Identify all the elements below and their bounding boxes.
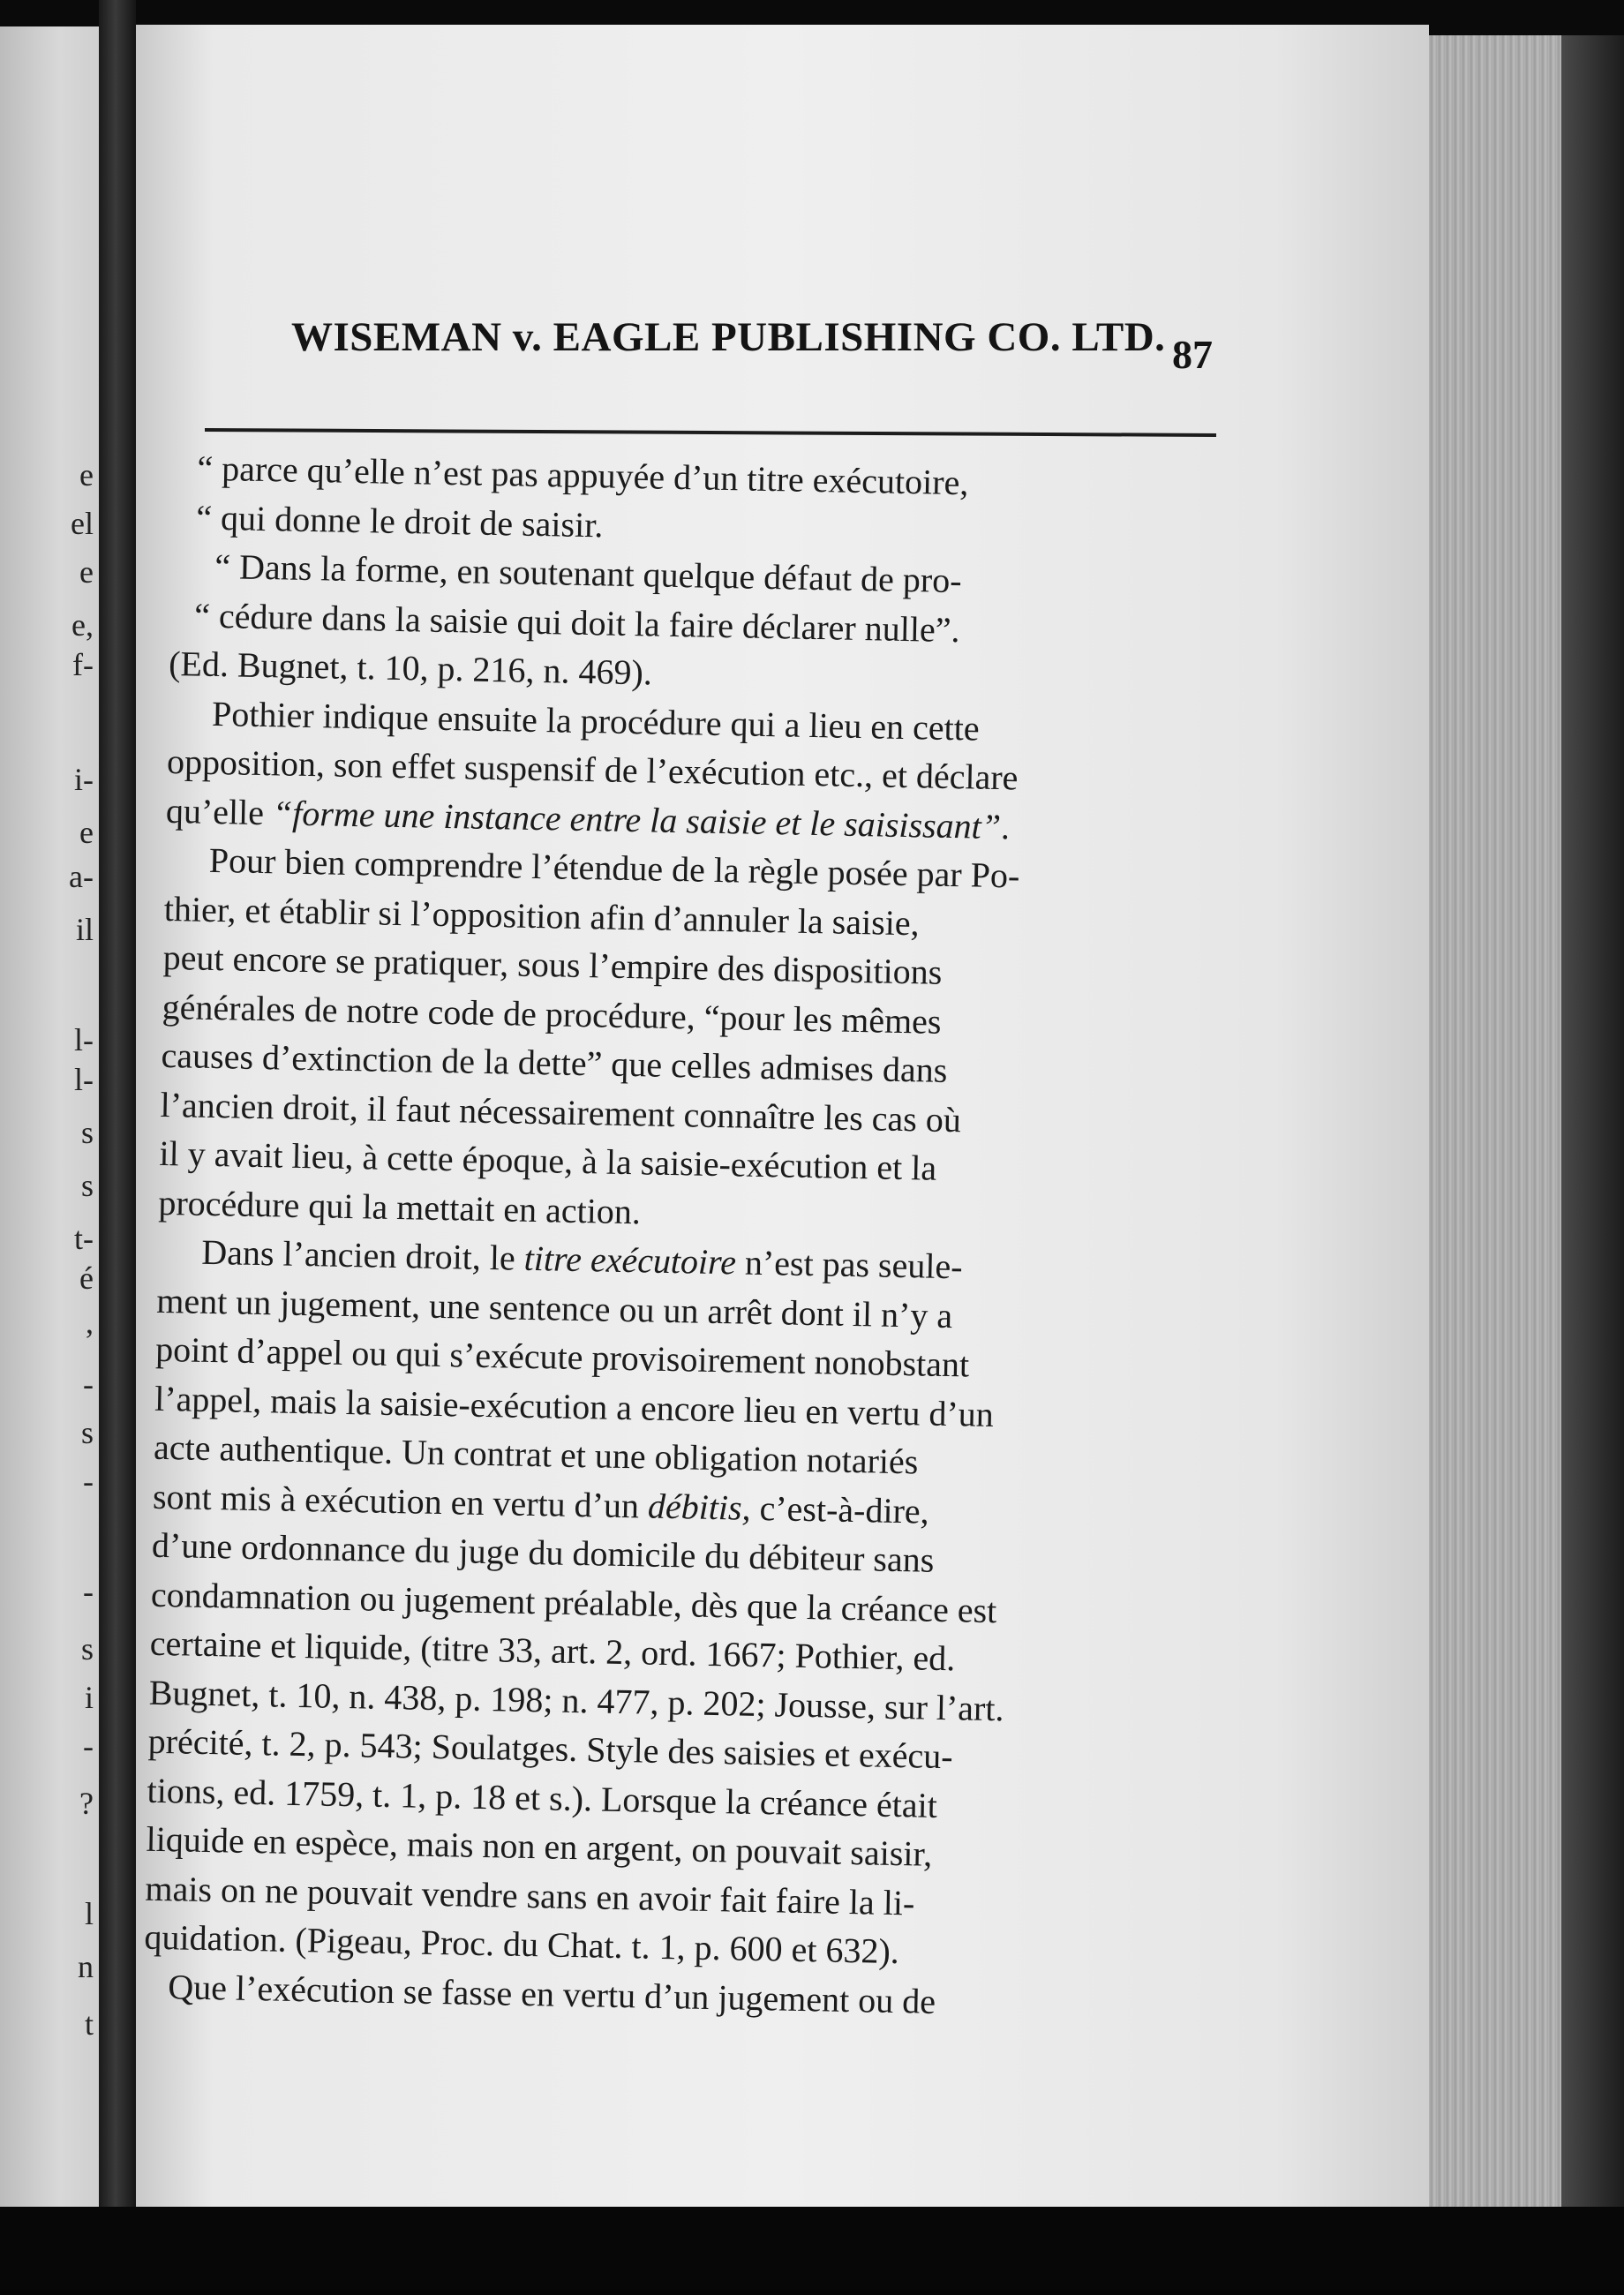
text-run: . <box>1000 806 1011 847</box>
text-line: liquide en espèce, mais non en argent, on pouvait saisir, <box>146 1818 933 1874</box>
margin-fragment: e <box>79 554 94 590</box>
margin-fragment: é <box>79 1260 94 1296</box>
text-line: Que l’exécution se fasse en vertu d’un jugement ou de <box>168 1966 936 2021</box>
text-line: point d’appel ou qui s’exécute provisoirement nonobstant <box>154 1328 970 1385</box>
text-line: causes d’extinction de la dette” que celles admises dans <box>161 1035 948 1090</box>
margin-fragment: s <box>80 1115 94 1150</box>
text-run: Dans l’ancien droit, le <box>200 1231 525 1278</box>
body-text <box>143 443 1219 2030</box>
text-line: Pour bien comprendre l’étendue de la règle posée par Po- <box>208 839 1020 896</box>
text-line: certaine et liquide, (titre 33, art. 2, ord. 1667; Pothier, ed. <box>149 1622 956 1679</box>
italic-run: titre exécutoire <box>523 1238 737 1283</box>
text-run: c’est-à-dire, <box>750 1487 930 1531</box>
text-line: opposition, son effet suspensif de l’exécution etc., et déclare <box>166 741 1019 798</box>
text-line: précité, t. 2, p. 543; Soulatges. Style des saisies et exécu- <box>147 1720 954 1777</box>
text-run: n’est pas seule- <box>735 1242 963 1287</box>
margin-fragment: , <box>86 1305 94 1340</box>
margin-fragment: l <box>84 1896 94 1931</box>
margin-fragment: l- <box>74 1062 94 1097</box>
text-line: “ parce qu’elle n’est pas appuyée d’un titre exécutoire, <box>197 448 969 503</box>
margin-fragment: - <box>83 1574 94 1609</box>
scan-border-bottom <box>0 2207 1624 2295</box>
italic-run: débitis, <box>647 1486 752 1528</box>
page-stack-edge <box>1429 35 1561 2207</box>
margin-fragment: - <box>83 1464 94 1499</box>
margin-fragment: s <box>80 1631 94 1667</box>
text-line: acte authentique. Un contrat et une obligation notariés <box>153 1426 919 1482</box>
left-page-cut-text <box>0 26 99 2207</box>
text-line: Bugnet, t. 10, n. 438, p. 198; n. 477, p. 202; Jousse, sur l’art. <box>148 1672 1004 1728</box>
margin-fragment: i <box>84 1680 94 1715</box>
text-line: l’appel, mais la saisie-exécution a encore lieu en vertu d’un <box>154 1378 995 1434</box>
running-head: WISEMAN v. EAGLE PUBLISHING CO. LTD. <box>291 314 1166 360</box>
text-line: “ qui donne le droit de saisir. <box>195 497 604 545</box>
text-line: générales de notre code de procédure, “pour les mêmes <box>162 986 942 1042</box>
text-line: il y avait lieu, à cette époque, à la saisie-exécution et la <box>159 1132 937 1188</box>
book-gutter <box>99 0 136 2295</box>
margin-fragment: el <box>71 506 94 541</box>
text-line: l’ancien droit, il faut nécessairement connaître les cas où <box>160 1084 962 1140</box>
margin-fragment: s <box>80 1415 94 1450</box>
margin-fragment: i- <box>74 762 94 797</box>
text-line: quidation. (Pigeau, Proc. du Chat. t. 1, p. 600 et 632). <box>144 1916 900 1972</box>
margin-fragment: n <box>78 1949 94 1984</box>
margin-fragment: - <box>83 1366 94 1402</box>
text-line: mais on ne pouvait vendre sans en avoir fait faire la li- <box>145 1868 915 1923</box>
margin-fragment: t- <box>74 1221 94 1256</box>
margin-fragment: e, <box>71 607 94 643</box>
text-line: ment un jugement, une sentence ou un arrêt dont il n’y a <box>155 1280 953 1336</box>
margin-fragment: l- <box>74 1022 94 1057</box>
text-line: tions, ed. 1759, t. 1, p. 18 et s.). Lorsque la créance était <box>147 1770 938 1825</box>
margin-fragment: t <box>84 2006 94 2042</box>
text-line: (Ed. Bugnet, t. 10, p. 216, n. 469). <box>168 643 653 693</box>
margin-fragment: il <box>75 912 94 947</box>
text-run: qu’elle <box>165 790 274 832</box>
book-cover-edge <box>1561 35 1624 2207</box>
margin-fragment: - <box>83 1728 94 1764</box>
margin-fragment: ? <box>79 1786 94 1821</box>
text-line: Pothier indique ensuite la procédure qui a lieu en cette <box>211 693 981 749</box>
text-line: procédure qui la mettait en action. <box>158 1182 642 1231</box>
margin-fragment: s <box>80 1168 94 1203</box>
margin-fragment: f- <box>72 647 94 682</box>
margin-fragment: a- <box>69 859 94 894</box>
page-number: 87 <box>1172 332 1213 377</box>
text-line: “ cédure dans la saisie qui doit la faire déclarer nulle”. <box>193 595 960 650</box>
text-line: “ Dans la forme, en soutenant quelque défaut de pro- <box>214 546 962 601</box>
margin-fragment: e <box>79 815 94 850</box>
text-line: d’une ordonnance du juge du domicile du débiteur sans <box>151 1524 935 1580</box>
text-run: sont mis à exécution en vertu d’un <box>152 1476 649 1526</box>
margin-fragment: e <box>79 457 94 493</box>
left-facing-page <box>0 26 99 2207</box>
text-line: thier, et établir si l’opposition afin d’annuler la saisie, <box>163 888 921 943</box>
text-line: peut encore se pratiquer, sous l’empire des dispositions <box>162 937 943 992</box>
italic-run: “forme une instance entre la saisie et le saisissant” <box>272 792 1002 847</box>
text-line: condamnation ou jugement préalable, dès que la créance est <box>150 1574 997 1630</box>
